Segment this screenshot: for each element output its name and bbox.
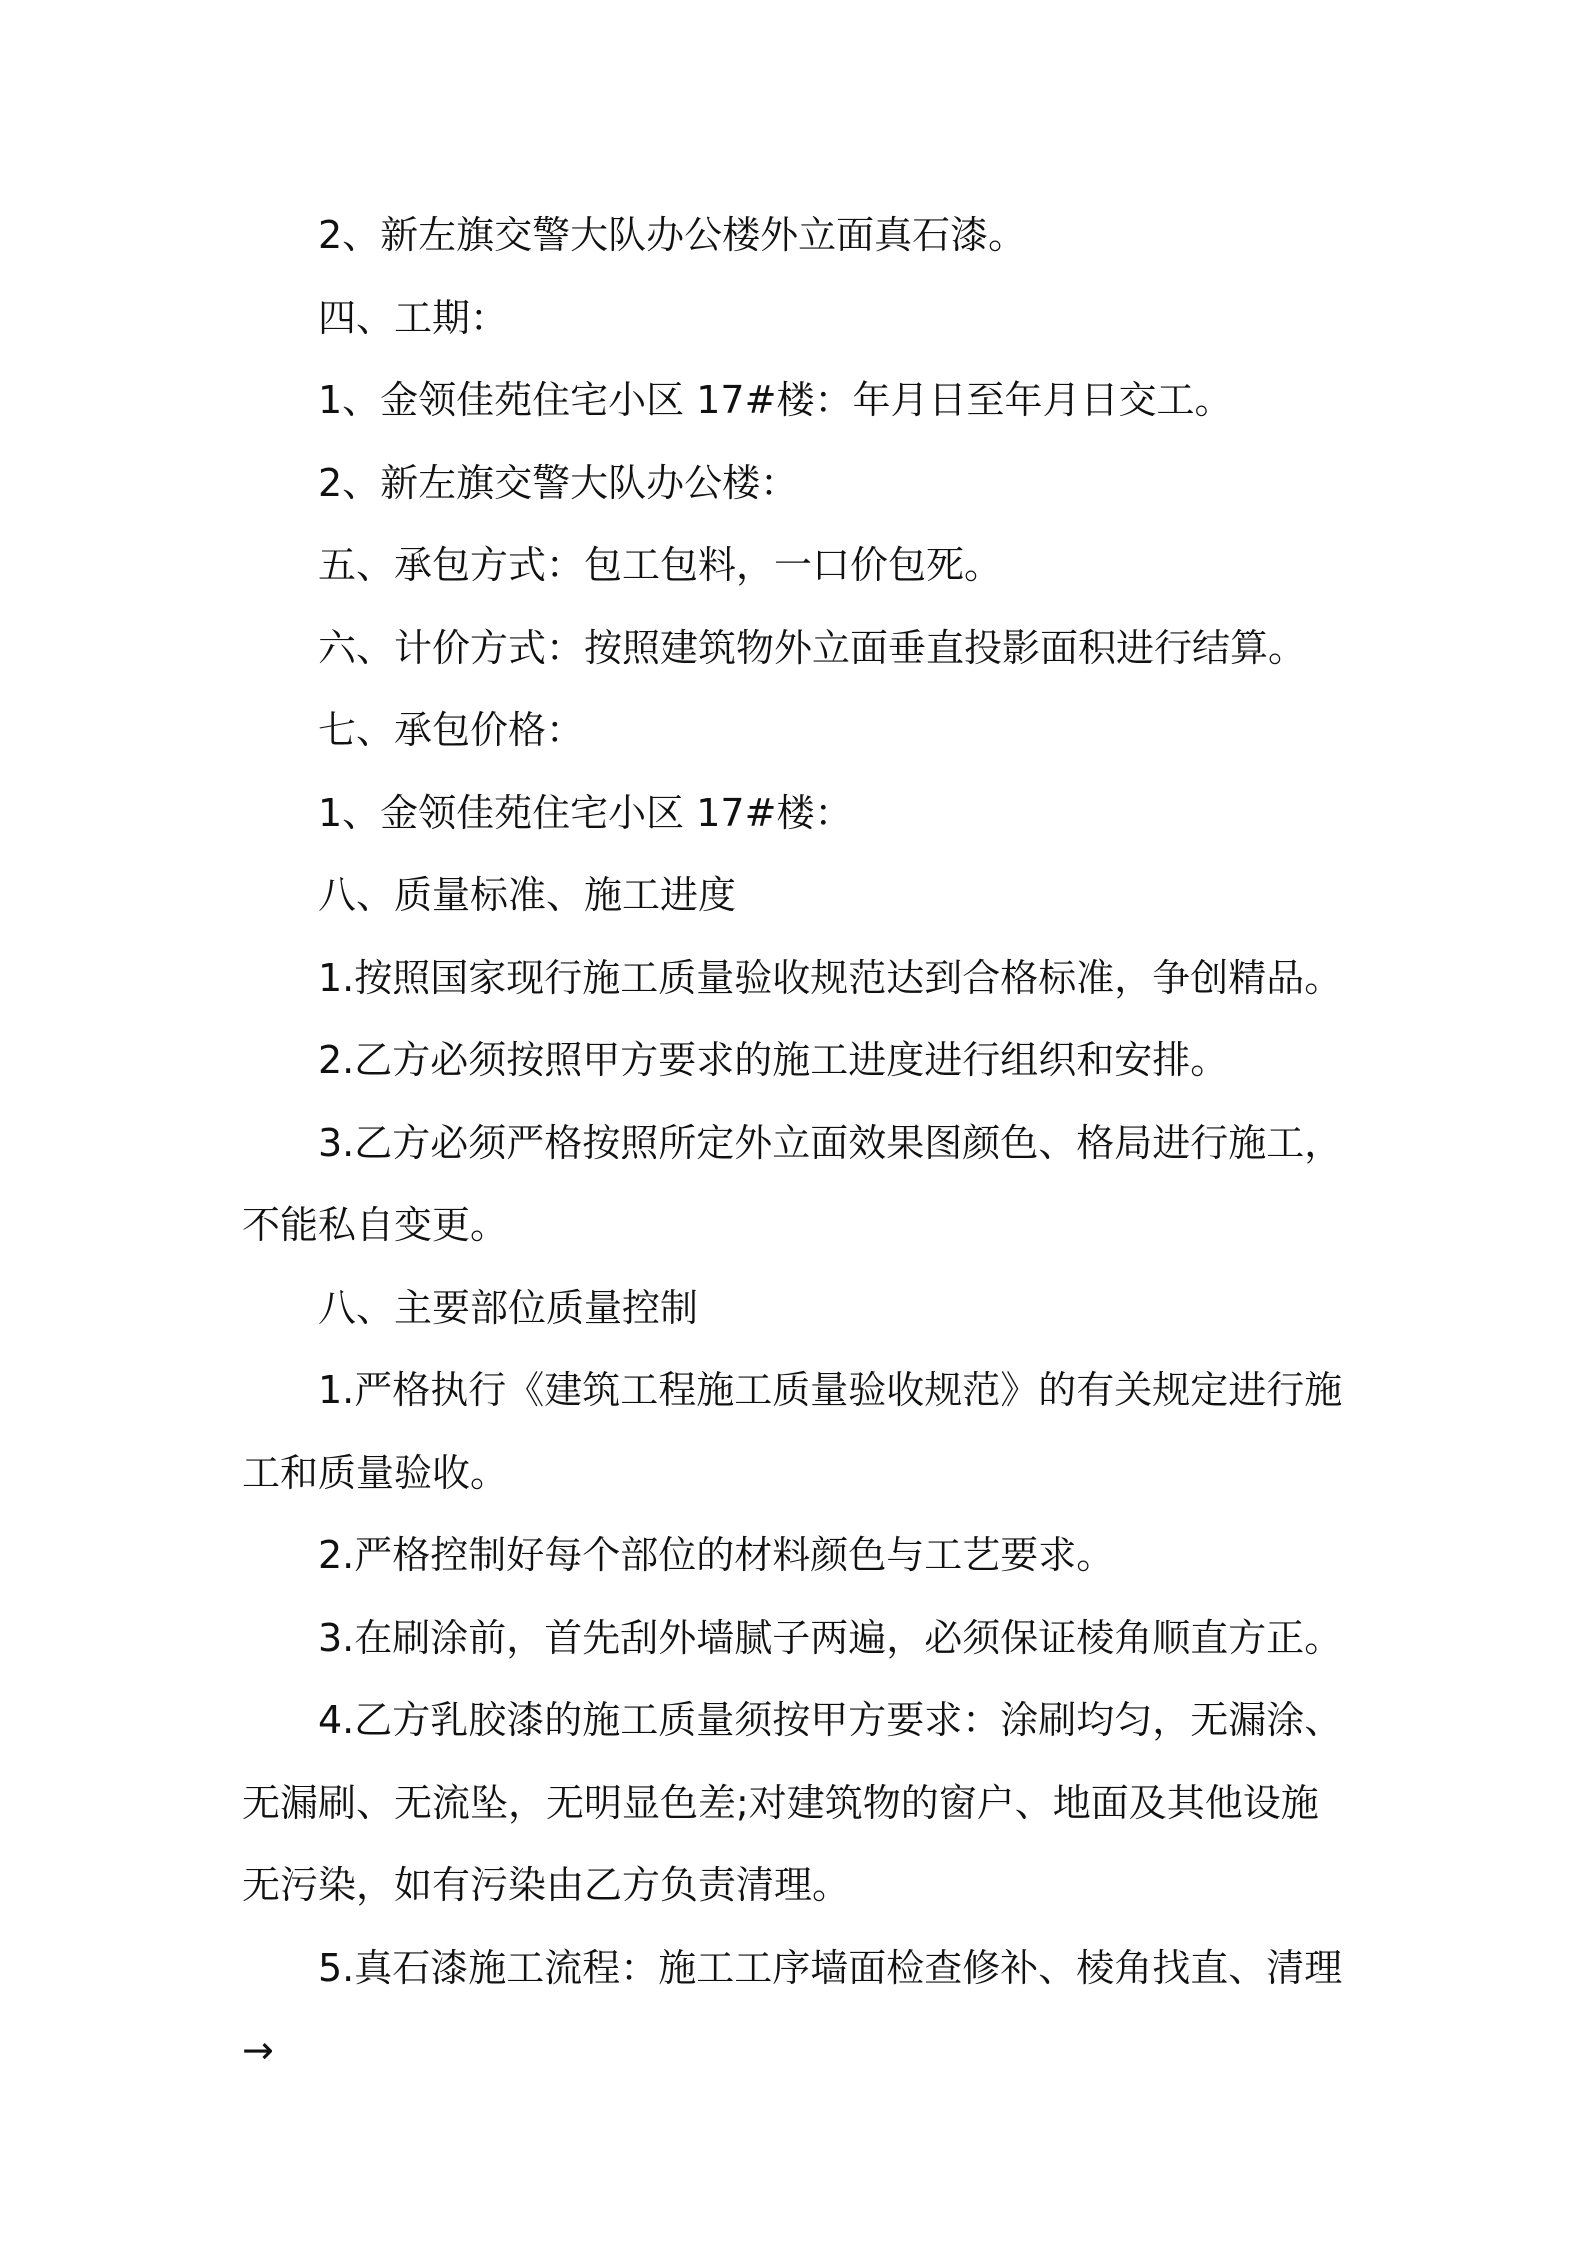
section-heading: 八、主要部位质量控制 bbox=[318, 1285, 699, 1330]
paragraph: 4.乙方乳胶漆的施工质量须按甲方要求：涂刷均匀，无漏涂、无漏刷、无流坠，无明显色差;对建筑物的窗户、地面及其他设施无污染，如有污染由乙方负责清理。 bbox=[242, 1698, 1343, 1907]
paragraph: 1.按照国家现行施工质量验收规范达到合格标准，争创精品。 bbox=[318, 955, 1343, 1000]
paragraph: 5.真石漆施工流程：施工工序墙面检查修补、棱角找直、清理→ bbox=[242, 1945, 1343, 2072]
paragraph: 1.严格执行《建筑工程施工质量验收规范》的有关规定进行施工和质量验收。 bbox=[242, 1368, 1343, 1495]
paragraph: 2、新左旗交警大队办公楼： bbox=[318, 460, 799, 505]
paragraph: 1、金领佳苑住宅小区 17#楼： bbox=[318, 790, 853, 835]
section-heading: 六、计价方式：按照建筑物外立面垂直投影面积进行结算。 bbox=[318, 625, 1307, 670]
paragraph: 1、金领佳苑住宅小区 17#楼：年月日至年月日交工。 bbox=[318, 378, 1233, 422]
section-heading: 五、承包方式：包工包料，一口价包死。 bbox=[318, 543, 1003, 587]
paragraph: 2、新左旗交警大队办公楼外立面真石漆。 bbox=[318, 213, 1027, 257]
document-body bbox=[242, 194, 1347, 2092]
section-heading: 七、承包价格： bbox=[318, 708, 585, 752]
section-heading: 四、工期： bbox=[318, 295, 509, 340]
paragraph: 2.严格控制好每个部位的材料颜色与工艺要求。 bbox=[318, 1533, 1115, 1577]
section-heading: 八、质量标准、施工进度 bbox=[318, 873, 737, 917]
paragraph: 3.乙方必须严格按照所定外立面效果图颜色、格局进行施工，不能私自变更。 bbox=[242, 1120, 1343, 1247]
paragraph: 2.乙方必须按照甲方要求的施工进度进行组织和安排。 bbox=[318, 1038, 1229, 1082]
paragraph: 3.在刷涂前，首先刮外墙腻子两遍，必须保证棱角顺直方正。 bbox=[318, 1615, 1343, 1660]
